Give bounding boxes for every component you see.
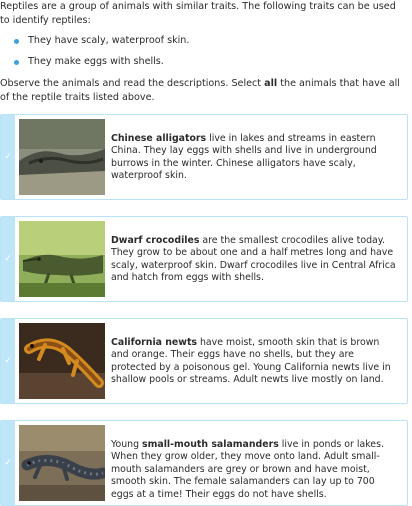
bullet-icon	[14, 39, 19, 44]
salamander-image	[19, 425, 105, 501]
trait-item: They make eggs with shells.	[14, 55, 408, 69]
bullet-icon	[14, 60, 19, 65]
choice-chinese-alligators[interactable]	[0, 114, 408, 200]
select-tab[interactable]	[1, 115, 15, 199]
checkmark-icon: ✓	[4, 253, 12, 264]
choice-california-newts[interactable]	[0, 318, 408, 404]
select-tab[interactable]	[1, 217, 15, 301]
instruction-text: Observe the animals and read the descriptions. Select all the animals that have all of the reptile traits listed above.	[0, 78, 400, 103]
choice-dwarf-crocodiles[interactable]	[0, 216, 408, 302]
newt-image	[19, 323, 105, 399]
choice-small-mouth-salamanders[interactable]	[0, 420, 408, 506]
select-tab[interactable]	[1, 421, 15, 505]
checkmark-icon: ✓	[4, 151, 12, 162]
intro-text: Reptiles are a group of animals with similar traits. The following traits can be used to identify reptiles:	[0, 1, 396, 26]
trait-list	[0, 34, 408, 69]
checkmark-icon: ✓	[4, 355, 12, 366]
alligator-image	[19, 119, 105, 195]
select-tab[interactable]	[1, 319, 15, 403]
checkmark-icon: ✓	[4, 457, 12, 468]
choice-description: Dwarf crocodiles are the smallest crocodiles alive today. They grow to be about one and a half metres long and have scaly, waterproof skin. Dwarf crocodiles live in Central Africa and hatch from eggs with shells.	[111, 235, 396, 284]
choice-description: Chinese alligators live in lakes and streams in eastern China. They lay eggs with shells and live in underground burrows in the winter. Chinese alligators have scaly, waterproof skin.	[111, 133, 377, 182]
crocodile-image	[19, 221, 105, 297]
choice-description: California newts have moist, smooth skin that is brown and orange. Their eggs have no shells, but they are protected by a poisonous gel. Young California newts live in shallow pools or streams. Adult newts live mostly on land.	[111, 337, 391, 386]
choice-description: Young small-mouth salamanders live in ponds or lakes. When they grow older, they move onto land. Adult small-mouth salamanders are grey or brown and have moist, smooth skin. The female salamanders can lay up to 700 eggs at a time! Their eggs do not have shells.	[111, 439, 384, 500]
trait-item: They have scaly, waterproof skin.	[14, 34, 408, 48]
